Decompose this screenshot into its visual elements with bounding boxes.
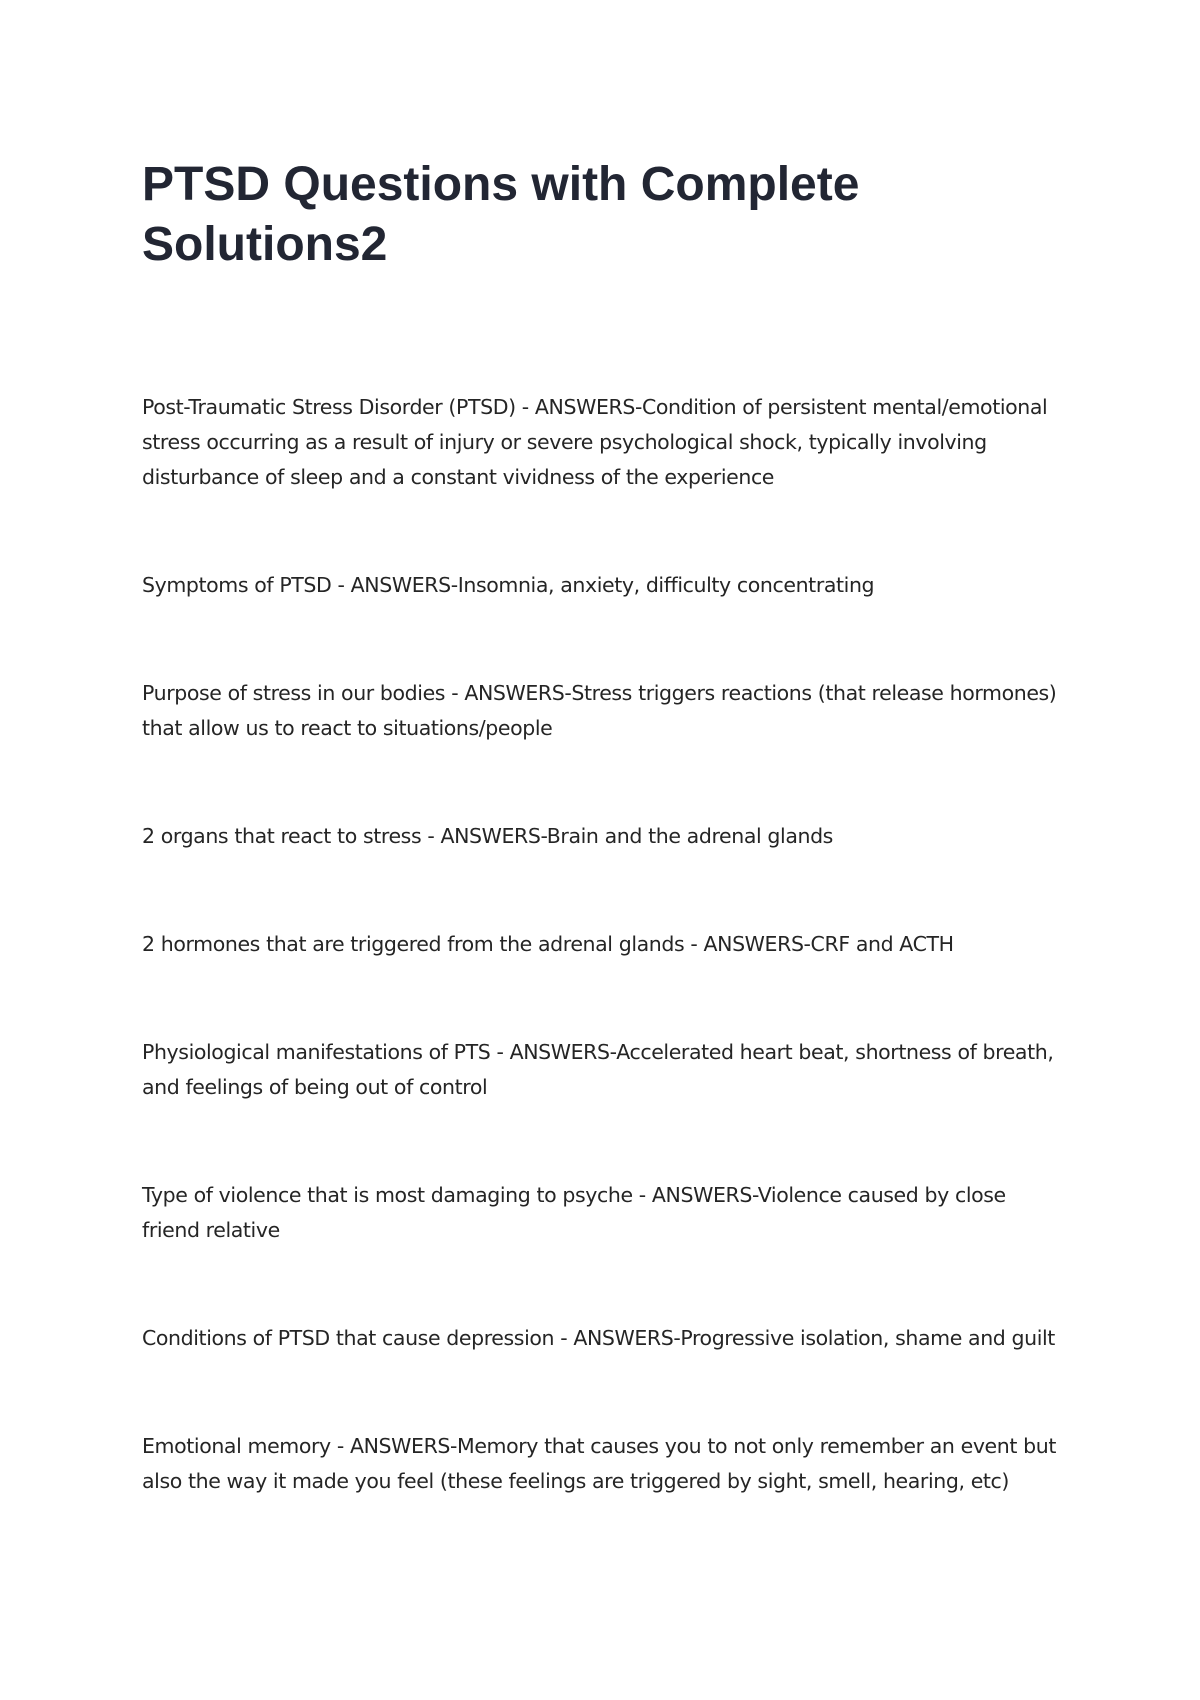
qa-list bbox=[142, 390, 1072, 1499]
qa-item: Emotional memory - ANSWERS-Memory that causes you to not only remember an event but also the way it made you feel (these feelings are triggered by sight, smell, hearing, etc) bbox=[142, 1434, 1056, 1493]
document-page bbox=[142, 155, 1072, 1499]
qa-item: Purpose of stress in our bodies - ANSWERS-Stress triggers reactions (that release hormones) that allow us to react to situations/people bbox=[142, 681, 1057, 740]
qa-item: 2 hormones that are triggered from the adrenal glands - ANSWERS-CRF and ACTH bbox=[142, 932, 954, 956]
qa-item: Symptoms of PTSD - ANSWERS-Insomnia, anxiety, difficulty concentrating bbox=[142, 573, 875, 597]
qa-item: Post-Traumatic Stress Disorder (PTSD) - ANSWERS-Condition of persistent mental/emotional stress occurring as a result of injury or severe psychological shock, typically involving disturbance of sleep and a constant vividness of the experience bbox=[142, 395, 1048, 489]
qa-item: Conditions of PTSD that cause depression - ANSWERS-Progressive isolation, shame and guilt bbox=[142, 1326, 1055, 1350]
qa-item: Physiological manifestations of PTS - ANSWERS-Accelerated heart beat, shortness of breath, and feelings of being out of control bbox=[142, 1040, 1054, 1099]
qa-item: 2 organs that react to stress - ANSWERS-Brain and the adrenal glands bbox=[142, 824, 833, 848]
document-title: PTSD Questions with Complete Solutions2 bbox=[142, 158, 860, 271]
qa-item: Type of violence that is most damaging to psyche - ANSWERS-Violence caused by close friend relative bbox=[142, 1183, 1006, 1242]
